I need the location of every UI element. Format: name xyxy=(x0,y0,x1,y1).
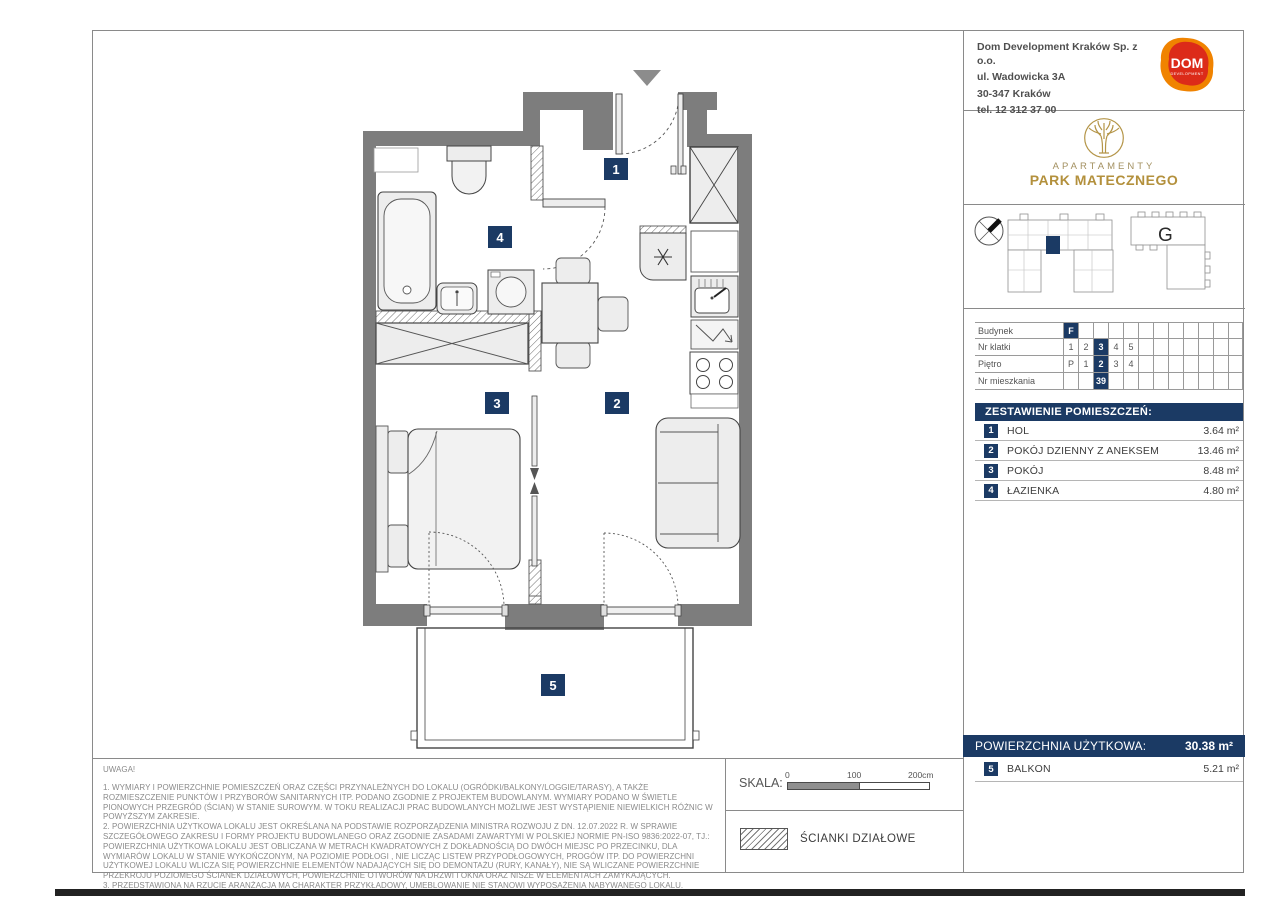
hall-wardrobe-icon xyxy=(690,147,738,223)
company-address2: 30-347 Kraków xyxy=(977,87,1051,100)
company-name: Dom Development Kraków Sp. z o.o. xyxy=(977,41,1138,67)
balcony-area: 5.21 m² xyxy=(1203,763,1239,775)
building-g-footprint xyxy=(1131,212,1210,289)
scale-bar-filled xyxy=(788,783,860,789)
unit-info-cell xyxy=(1213,339,1228,355)
legend-label: ŚCIANKI DZIAŁOWE xyxy=(800,833,916,845)
room-number-badge: 2 xyxy=(984,444,998,458)
unit-info-cell xyxy=(1108,323,1123,338)
room-label-living: 2 xyxy=(613,396,621,411)
room-name: ŁAZIENKA xyxy=(1007,484,1060,497)
unit-info-cell xyxy=(1198,373,1213,389)
rooms-header: ZESTAWIENIE POMIESZCZEŃ: xyxy=(975,403,1243,421)
unit-info-cell: 5 xyxy=(1123,339,1138,355)
balcony-row-divider xyxy=(975,781,1243,782)
unit-info-cell xyxy=(1153,356,1168,372)
room-name: POKÓJ DZIENNY Z ANEKSEM xyxy=(1007,444,1160,457)
usable-area-band xyxy=(963,735,1245,757)
unit-info-row xyxy=(975,322,1243,339)
unit-info-cell xyxy=(1228,323,1243,338)
room-name: POKÓJ xyxy=(1007,464,1044,477)
unit-info-cell xyxy=(1168,323,1183,338)
unit-info-cell xyxy=(1138,356,1153,372)
unit-info-cell xyxy=(1213,373,1228,389)
building-g-label: G xyxy=(1158,225,1173,246)
unit-info-cell: 4 xyxy=(1108,339,1123,355)
dom-logo-text: DOM xyxy=(1170,55,1204,71)
notes-box xyxy=(92,758,725,890)
unit-info-cell xyxy=(1228,356,1243,372)
unit-info-cell xyxy=(1198,323,1213,338)
unit-info-cell xyxy=(1228,373,1243,389)
rooms-list xyxy=(975,421,1243,501)
room-number-badge: 3 xyxy=(984,464,998,478)
unit-info-cell xyxy=(1153,339,1168,355)
room-number-badge: 1 xyxy=(984,424,998,438)
partition-hatch-swatch xyxy=(740,828,788,850)
unit-info-cell: 1 xyxy=(1078,356,1093,372)
scale-bar-empty xyxy=(860,783,929,789)
room-label-bath: 4 xyxy=(496,230,504,245)
room-label-hol: 1 xyxy=(612,162,620,177)
unit-info-cell xyxy=(1168,339,1183,355)
scale-label: SKALA: xyxy=(739,776,783,790)
company-address1: ul. Wadowicka 3A xyxy=(977,71,1066,83)
balcony-name: BALKON xyxy=(1007,763,1051,775)
notes-paragraphs xyxy=(103,783,714,891)
scale-box xyxy=(725,758,963,810)
unit-info-cell xyxy=(1123,373,1138,389)
unit-info-row-label: Nr mieszkania xyxy=(978,376,1036,386)
sliding-door xyxy=(530,396,539,566)
unit-info-cell xyxy=(1198,356,1213,372)
room-area: 8.48 m² xyxy=(1203,464,1239,477)
company-info xyxy=(977,41,1155,121)
unit-info-cell: 39 xyxy=(1093,373,1108,389)
unit-info-cell: 1 xyxy=(1063,339,1078,355)
room-number-badge: 4 xyxy=(984,484,998,498)
unit-info-cell: F xyxy=(1063,323,1078,338)
unit-location-marker xyxy=(1046,236,1060,254)
notes-title: UWAGA! xyxy=(103,765,136,774)
scale-tick-0: 0 xyxy=(785,770,790,780)
balcony-row xyxy=(975,757,1243,781)
kitchen-sink-icon xyxy=(691,276,738,317)
note-paragraph: 1. WYMIARY I POWIERZCHNIE POMIESZCZEŃ ORAZ CZĘŚCI PRZYNALEŻNYCH DO LOKALU (OGRÓDKI/BALKONY/LOGGIE/TARASY), A TAKŻE ROZMIESZCZENIE PUNKTÓW I PRZYBORÓW SANITARNYCH ITP. PODANO ZGODNIE Z PROJEKTEM BUDOWLANYM. WYMIARY PODANO W ŚWIETLE PIONOWYCH PRZEGRÓD (ŚCIAN) W STANIE SUROWYM. W TOKU REALIZACJI PRAC BUDOWLANYCH MOŻLIWE JEST WYSTĄPIENIE NIEWIELKICH RÓŻNIC W POWYŻSZYM ZAKRESIE. xyxy=(103,783,713,822)
unit-info-cell xyxy=(1138,373,1153,389)
unit-info-cell xyxy=(1228,339,1243,355)
unit-info-row xyxy=(975,356,1243,373)
unit-info-cell xyxy=(1138,339,1153,355)
unit-info-cell xyxy=(1168,356,1183,372)
wardrobe-icon xyxy=(376,323,528,364)
unit-info-cell: P xyxy=(1063,356,1078,372)
unit-info-cell: 3 xyxy=(1093,339,1108,355)
entrance-arrow-icon xyxy=(633,70,661,86)
room-area: 13.46 m² xyxy=(1197,444,1239,457)
unit-info-cell xyxy=(1123,323,1138,338)
room-row xyxy=(975,421,1243,441)
sofa-icon xyxy=(656,418,740,548)
unit-info-cell xyxy=(1213,323,1228,338)
unit-info-table xyxy=(975,322,1243,390)
note-paragraph: 3. PRZEDSTAWIONA NA RZUCIE ARANŻACJA MA CHARAKTER PRZYKŁADOWY, UMEBLOWANIE NIE STANOWI WYPOSAŻENIA NABYWANEGO LOKALU. xyxy=(103,880,684,890)
legend-box xyxy=(725,810,963,873)
unit-info-cell: 2 xyxy=(1078,339,1093,355)
bed-icon xyxy=(376,426,520,572)
compass-icon xyxy=(975,217,1003,245)
unit-info-cell xyxy=(1168,373,1183,389)
unit-info-cell xyxy=(1078,373,1093,389)
unit-info-cell xyxy=(1183,339,1198,355)
kitchen-counter xyxy=(691,231,738,272)
dom-development-logo xyxy=(1156,36,1218,96)
unit-info-cell xyxy=(1183,356,1198,372)
room-row xyxy=(975,481,1243,501)
unit-info-row-label: Budynek xyxy=(978,325,1014,336)
usable-area-label: POWIERZCHNIA UŻYTKOWA: xyxy=(975,739,1147,753)
room-label-balcony: 5 xyxy=(549,678,557,693)
balcony-badge: 5 xyxy=(984,762,998,776)
scale-tick-200: 200cm xyxy=(908,770,934,780)
unit-info-cell xyxy=(1153,373,1168,389)
scale-bar xyxy=(787,782,930,790)
room-name: HOL xyxy=(1007,424,1030,437)
scale-tick-100: 100 xyxy=(847,770,862,780)
unit-info-cell xyxy=(1213,356,1228,372)
unit-info-cell xyxy=(1063,373,1078,389)
company-phone: tel. 12 312 37 00 xyxy=(977,104,1057,116)
room-row xyxy=(975,441,1243,461)
unit-info-cell xyxy=(1108,373,1123,389)
site-plan xyxy=(964,204,1245,308)
room-area: 3.64 m² xyxy=(1203,424,1239,437)
kitchen-counter xyxy=(691,394,738,408)
room-area: 4.80 m² xyxy=(1203,484,1239,497)
unit-info-row xyxy=(975,373,1243,390)
unit-info-row-label: Nr klatki xyxy=(978,342,1011,352)
unit-info-cell xyxy=(1198,339,1213,355)
dishwasher-icon xyxy=(691,320,738,349)
dining-set-icon xyxy=(542,258,628,368)
room-label-bedroom: 3 xyxy=(493,396,501,411)
unit-info-cell: 4 xyxy=(1123,356,1138,372)
stove-icon xyxy=(690,352,738,394)
unit-info-row xyxy=(975,339,1243,356)
unit-info-cell xyxy=(1093,323,1108,338)
unit-info-cell: 3 xyxy=(1108,356,1123,372)
bathtub-icon xyxy=(378,192,436,310)
brand-line2: PARK MATECZNEGO xyxy=(1029,172,1179,188)
unit-info-cell xyxy=(1183,323,1198,338)
sidebar-section-divider xyxy=(963,308,1245,309)
building-f-footprint xyxy=(1008,214,1113,292)
washbasin-icon xyxy=(437,283,477,314)
unit-info-cell xyxy=(1078,323,1093,338)
toilet-icon xyxy=(447,146,491,194)
floor-plan xyxy=(92,30,963,758)
unit-info-cell xyxy=(1183,373,1198,389)
unit-info-row-label: Piętro xyxy=(978,359,1002,369)
room-row xyxy=(975,461,1243,481)
brand-line1: APARTAMENTY xyxy=(1052,161,1156,172)
dom-logo-subtext: DEVELOPMENT xyxy=(1170,72,1204,76)
unit-info-cell: 2 xyxy=(1093,356,1108,372)
fridge-icon xyxy=(640,233,686,280)
tree-logo-icon xyxy=(1083,117,1125,159)
wall-niche xyxy=(374,148,418,172)
usable-area-value: 30.38 m² xyxy=(1184,739,1233,753)
note-paragraph: 2. POWIERZCHNIA UŻYTKOWA LOKALU JEST OKREŚLANA NA PODSTAWIE ROZPORZĄDZENIA MINISTRA ROZWOJU Z DN. 12.07.2022 R. W SPRAWIE SZCZEGÓŁOWEGO ZAKRESU I FORMY PROJEKTU BUDOWLANEGO ORAZ ZGODNIE ZASADAMI ZAWARTYMI W POLSKIEJ NORMIE PN-ISO 9836:2022-07, TJ.: POWIERZCHNIA UŻYTKOWA LOKALU JEST OBLICZANA W METRACH KWADRATOWYCH Z DOKŁADNOŚCIĄ DO DWÓCH MIEJSC PO PRZECINKU, DLA WYMIARÓW LOKALU W STANIE WYKOŃCZONYM, NA POZIOMIE PODŁOGI , NIE LICZĄC LISTEW PRZYPODŁOGOWYCH, PROGÓW ITP. DO POWIERZCHNI UŻYTKOWEJ LOKALU WLICZA SIĘ POWIERZCHNIE ELEMENTÓW NADAJĄCYCH SIĘ DO DEMONTAŻU (RURY, KANAŁY), NIE SĄ WLICZANE POWIERZCHNIE PRZEKROJU POZIOMEGO ŚCIANEK DZIAŁOWYCH, POWIERZCHNIE OTWORÓW NA DRZWI I OKNA ORAZ NISZE W ELEMENTACH ZAMYKAJĄCYCH. xyxy=(103,822,710,881)
unit-info-cell xyxy=(1153,323,1168,338)
washing-machine-icon xyxy=(488,270,534,314)
unit-info-cell xyxy=(1138,323,1153,338)
